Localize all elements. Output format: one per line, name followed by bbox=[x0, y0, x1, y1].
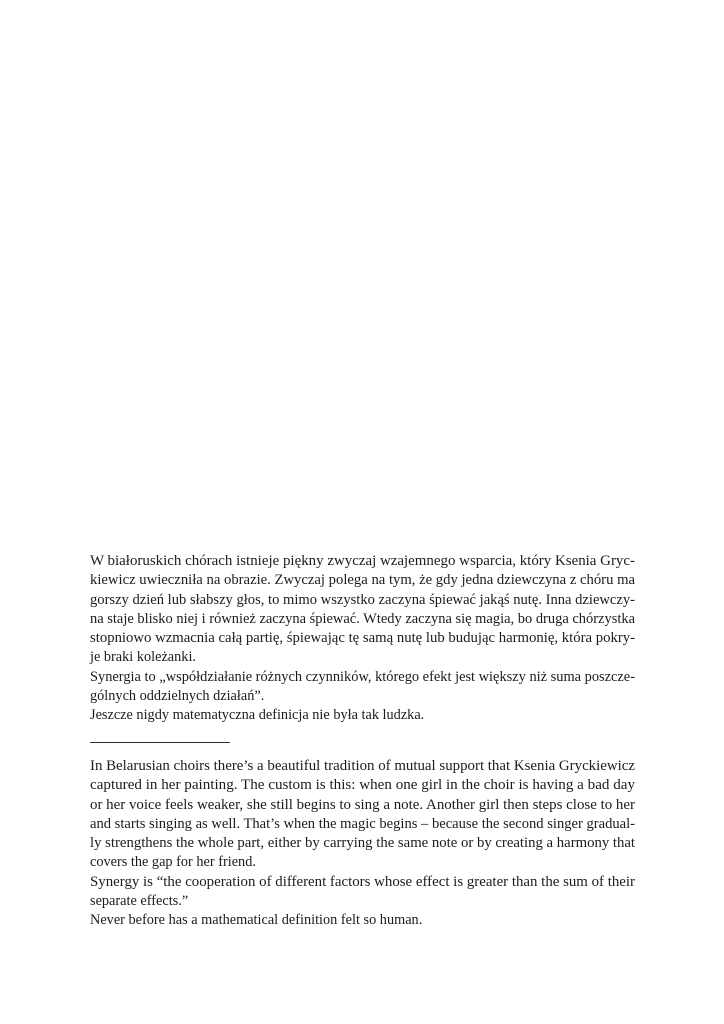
text-line bbox=[90, 591, 635, 610]
text-line-content: covers the gap for her friend. bbox=[90, 854, 256, 871]
text-line bbox=[90, 706, 635, 725]
text-line bbox=[90, 776, 635, 795]
text-line bbox=[90, 571, 635, 590]
text-line-content: stopniowo wzmacnia całą partię, śpiewając tę samą nutę lub budując harmonię, która pokry- bbox=[90, 630, 635, 647]
text-line-content: Jeszcze nigdy matematyczna definicja nie była tak ludzka. bbox=[90, 707, 425, 724]
text-line-content: na staje blisko niej i również zaczyna śpiewać. Wtedy zaczyna się magia, bo druga chórzystka bbox=[90, 610, 635, 627]
text-line-content: gólnych oddzielnych działań”. bbox=[90, 688, 265, 705]
text-line-content: and starts singing as well. That’s when the magic begins – because the second singer gradual- bbox=[90, 815, 635, 832]
text-line bbox=[90, 834, 635, 853]
text-line-content: or her voice feels weaker, she still begins to sing a note. Another girl then steps close to her bbox=[90, 796, 635, 813]
text-line-content: captured in her painting. The custom is this: when one girl in the choir is having a bad day bbox=[90, 777, 635, 794]
text-line bbox=[90, 796, 635, 815]
text-line bbox=[90, 815, 635, 834]
text-line-content: Synergia to „współdziałanie różnych czynników, którego efekt jest większy niż suma poszcze- bbox=[90, 668, 635, 685]
text-line-content: Never before has a mathematical definition felt so human. bbox=[90, 912, 423, 929]
text-line bbox=[90, 610, 635, 629]
text-line-content: W białoruskich chórach istnieje piękny zwyczaj wzajemnego wsparcia, który Ksenia Gryc- bbox=[90, 553, 635, 569]
text-line-content: separate effects.” bbox=[90, 893, 189, 910]
polish-text-block bbox=[90, 552, 635, 726]
text-line bbox=[90, 552, 635, 571]
text-line bbox=[90, 668, 635, 687]
text-line-content: je braki koleżanki. bbox=[90, 649, 196, 666]
text-line-content: gorszy dzień lub słabszy głos, to mimo wszystko zaczyna śpiewać jakąś nutę. Inna dziewczy- bbox=[90, 591, 635, 608]
text-line bbox=[90, 853, 635, 872]
text-line bbox=[90, 629, 635, 648]
text-line bbox=[90, 911, 635, 930]
text-line bbox=[90, 757, 635, 776]
text-line-content: kiewicz uwieczniła na obrazie. Zwyczaj polega na tym, że gdy jedna dziewczyna z chóru ma bbox=[90, 572, 635, 589]
text-line-content: ly strengthens the whole part, either by carrying the same note or by creating a harmony that bbox=[90, 835, 635, 852]
text-line bbox=[90, 892, 635, 911]
text-line-content: Synergy is “the cooperation of different factors whose effect is greater than the sum of their bbox=[90, 873, 635, 890]
section-divider bbox=[90, 742, 230, 743]
text-line bbox=[90, 648, 635, 667]
english-text-block bbox=[90, 757, 635, 931]
text-line bbox=[90, 687, 635, 706]
text-line-content: In Belarusian choirs there’s a beautiful tradition of mutual support that Ksenia Gryckiewicz bbox=[90, 758, 635, 774]
text-line bbox=[90, 873, 635, 892]
